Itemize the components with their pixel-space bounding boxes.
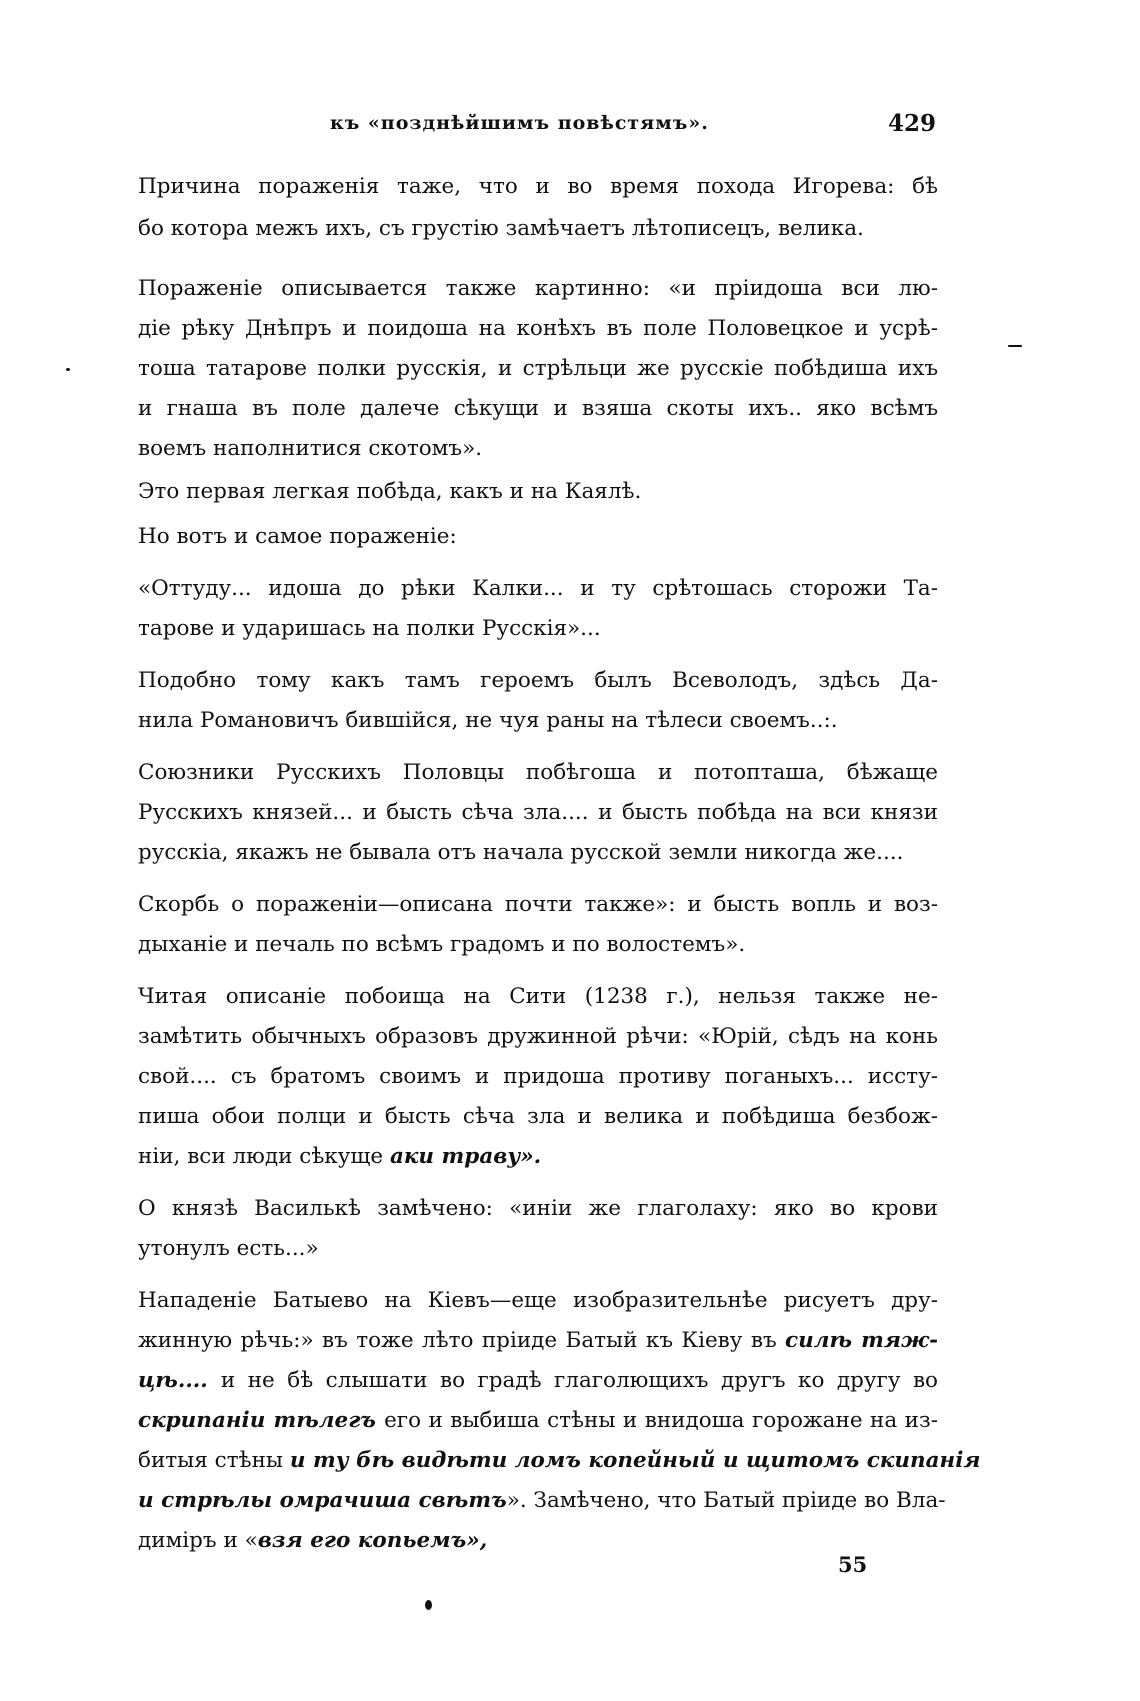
italic-phrase: цѣ.... <box>138 1368 221 1393</box>
text-line: Пораженіе описывается также картинно: «и пріидоша вси лю- <box>138 276 938 301</box>
italic-phrase: аки траву». <box>389 1144 542 1169</box>
text-line: тарове и ударишась на полки Русскія»... <box>138 616 601 641</box>
text-line: дыханіе и печаль по всѣмъ градомъ и по волостемъ». <box>138 932 746 957</box>
italic-phrase: взя его копьемъ», <box>257 1528 488 1553</box>
text-line: утонулъ есть...» <box>138 1236 319 1261</box>
italic-phrase: и ту бѣ видѣти ломъ копейный и щитомъ скипанія <box>289 1448 981 1473</box>
text-line: свой.... съ братомъ своимъ и придоша противу поганыхъ... иссту- <box>138 1064 938 1089</box>
text-line: и стрѣлы омрачиша свѣтъ». Замѣчено, что Батый пріиде во Вла- <box>138 1488 946 1513</box>
italic-phrase: силѣ тяж- <box>785 1328 939 1353</box>
text-line: Нападеніе Батыево на Кіевъ—еще изобразительнѣе рисуетъ дру- <box>138 1288 938 1313</box>
text-line: О князѣ Василькѣ замѣчено: «иніи же глаголаху: яко во крови <box>138 1196 938 1221</box>
text-line: воемъ наполнитися скотомъ». <box>138 436 483 461</box>
ink-speck <box>425 1600 432 1610</box>
text-line: цѣ.... и не бѣ слышати во градѣ глаголющихъ другъ ко другу во <box>138 1368 938 1393</box>
italic-phrase: скрипаніи тѣлегъ <box>138 1408 385 1433</box>
text-line: Но вотъ и самое пораженіе: <box>138 524 457 549</box>
text-line: диміръ и «взя его копьемъ», <box>138 1528 488 1553</box>
text-line: Читая описаніе побоища на Сити (1238 г.), нельзя также не- <box>138 984 938 1009</box>
text-line: пиша обои полци и бысть сѣча зла и велика и побѣдиша безбож- <box>138 1104 938 1129</box>
text-line: Скорбь о пораженіи—описана почти также»: и бысть вопль и воз- <box>138 892 938 917</box>
italic-phrase: и стрѣлы омрачиша свѣтъ <box>138 1488 507 1513</box>
text-line: Это первая легкая побѣда, какъ и на Каялѣ. <box>138 479 642 504</box>
text-line: Причина пораженія таже, что и во время похода Игорева: бѣ <box>138 174 938 199</box>
ink-speck <box>1008 345 1022 347</box>
text-line: Союзники Русскихъ Половцы побѣгоша и потопташа, бѣжаще <box>138 760 938 785</box>
text-line: битыя стѣны и ту бѣ видѣти ломъ копейный и щитомъ скипанія <box>138 1448 981 1473</box>
running-head: къ «позднѣйшимъ повѣстямъ». <box>330 112 709 134</box>
text-line: скрипаніи тѣлегъ его и выбиша стѣны и внидоша горожане на из- <box>138 1408 938 1433</box>
text-line: «Оттуду... идоша до рѣки Калки... и ту срѣтошась сторожи Та- <box>138 576 938 601</box>
text-line: нила Романовичъ бившійся, не чуя раны на тѣлеси своемъ..:. <box>138 708 838 733</box>
text-line: жинную рѣчь:» въ тоже лѣто пріиде Батый къ Кіеву въ силѣ тяж- <box>138 1328 939 1353</box>
text-line: ніи, вси люди сѣкуще аки траву». <box>138 1144 542 1169</box>
text-line: діе рѣку Днѣпръ и поидоша на конѣхъ въ поле Половецкое и усрѣ- <box>138 316 938 341</box>
text-line: Подобно тому какъ тамъ героемъ былъ Всеволодъ, здѣсь Да- <box>138 668 938 693</box>
text-line: замѣтить обычныхъ образовъ дружинной рѣчи: «Юрій, сѣдъ на конь <box>138 1024 938 1049</box>
text-line: русскіа, якажъ не бывала отъ начала русской земли никогда же.... <box>138 840 904 865</box>
ink-speck <box>66 368 70 371</box>
signature-mark: 55 <box>838 1552 868 1577</box>
text-line: Русскихъ князей... и бысть сѣча зла.... и бысть побѣда на вси князи <box>138 800 938 825</box>
text-line: и гнаша въ поле далече сѣкущи и взяша скоты ихъ.. яко всѣмъ <box>138 396 938 421</box>
text-line: бо котора межъ ихъ, съ грустію замѣчаетъ лѣтописецъ, велика. <box>138 216 864 241</box>
text-line: тоша татарове полки русскія, и стрѣльци же русскіе побѣдиша ихъ <box>138 356 938 381</box>
page-number: 429 <box>888 110 937 137</box>
